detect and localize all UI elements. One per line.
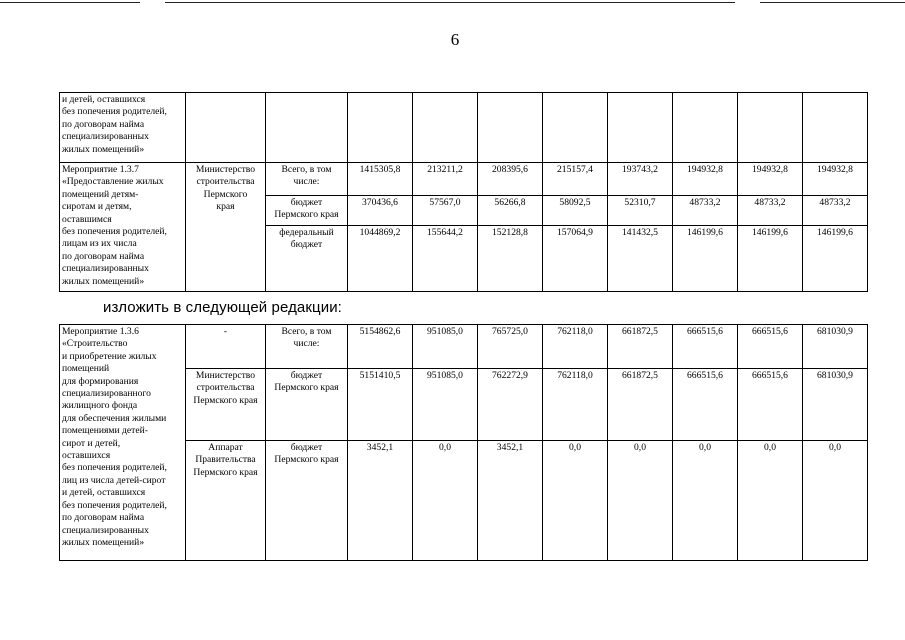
value-cell: 146199,6 (803, 226, 868, 292)
value-cell: 0,0 (673, 441, 738, 561)
value-cell: 666515,6 (673, 325, 738, 369)
source-cell: Всего, в том числе: (266, 163, 348, 196)
value-cell: 141432,5 (608, 226, 673, 292)
source-cell: бюджет Пермского края (266, 196, 348, 226)
value-cell: 762272,9 (478, 369, 543, 441)
value-cell: 215157,4 (543, 163, 608, 196)
value-cell: 3452,1 (478, 441, 543, 561)
executor-cell: - (186, 325, 266, 369)
value-cell: 370436,6 (348, 196, 413, 226)
value-cell: 157064,9 (543, 226, 608, 292)
executor-cell: Министерство строительства Пермского края (186, 369, 266, 441)
value-cell: 0,0 (738, 441, 803, 561)
value-cell: 681030,9 (803, 325, 868, 369)
value-cell: 146199,6 (673, 226, 738, 292)
value-cell: 951085,0 (413, 369, 478, 441)
value-cell: 5154862,6 (348, 325, 413, 369)
value-cell: 0,0 (803, 441, 868, 561)
source-cell: Всего, в том числе: (266, 325, 348, 369)
table-row (60, 325, 868, 369)
value-cell: 0,0 (413, 441, 478, 561)
table-row (60, 163, 868, 196)
source-cell: федеральный бюджет (266, 226, 348, 292)
value-cell: 0,0 (608, 441, 673, 561)
value-cell: 58092,5 (543, 196, 608, 226)
value-cell: 52310,7 (608, 196, 673, 226)
continuation-text: и детей, оставшихся без попечения родителей, по договорам найма специализированных жилых помещений» (60, 93, 186, 163)
value-cell: 681030,9 (803, 369, 868, 441)
measure-name: Мероприятие 1.3.6 «Строительство и приобретение жилых помещений для формирования специализированного жилищного фонда для обеспечения жилыми помещениями детей- сирот и детей, оставшихся без попечения родителей, лиц из числа детей-сирот и детей, оставшихся без попечения родителей, по договорам найма специализированных жилых помещений» (60, 325, 186, 561)
value-cell: 194932,8 (738, 163, 803, 196)
value-cell: 0,0 (543, 441, 608, 561)
value-cell: 762118,0 (543, 325, 608, 369)
value-cell: 1044869,2 (348, 226, 413, 292)
value-cell: 661872,5 (608, 369, 673, 441)
instruction-text: изложить в следующей редакции: (103, 299, 342, 316)
measure-name: Мероприятие 1.3.7 «Предоставление жилых помещений детям- сиротам и детям, оставшимся без попечения родителей, лицам из их числа по договорам найма специализированных жилых помещений» (60, 163, 186, 292)
value-cell: 155644,2 (413, 226, 478, 292)
value-cell: 193743,2 (608, 163, 673, 196)
value-cell: 213211,2 (413, 163, 478, 196)
value-cell: 666515,6 (738, 369, 803, 441)
value-cell: 661872,5 (608, 325, 673, 369)
value-cell: 762118,0 (543, 369, 608, 441)
executor-cell: Министерство строительства Пермского края (186, 163, 266, 292)
value-cell: 951085,0 (413, 325, 478, 369)
value-cell: 48733,2 (673, 196, 738, 226)
value-cell: 765725,0 (478, 325, 543, 369)
value-cell: 666515,6 (738, 325, 803, 369)
value-cell: 57567,0 (413, 196, 478, 226)
value-cell: 194932,8 (803, 163, 868, 196)
value-cell: 56266,8 (478, 196, 543, 226)
value-cell: 152128,8 (478, 226, 543, 292)
scan-top-border (0, 2, 905, 4)
source-cell: бюджет Пермского края (266, 369, 348, 441)
value-cell: 3452,1 (348, 441, 413, 561)
measure-1-3-6-table (59, 324, 868, 561)
continuation-row (60, 93, 868, 163)
page-number: 6 (450, 30, 460, 49)
value-cell: 666515,6 (673, 369, 738, 441)
value-cell: 1415305,8 (348, 163, 413, 196)
measure-1-3-7-table (59, 92, 868, 292)
value-cell: 208395,6 (478, 163, 543, 196)
source-cell: бюджет Пермского края (266, 441, 348, 561)
value-cell: 146199,6 (738, 226, 803, 292)
value-cell: 48733,2 (738, 196, 803, 226)
value-cell: 194932,8 (673, 163, 738, 196)
value-cell: 5151410,5 (348, 369, 413, 441)
value-cell: 48733,2 (803, 196, 868, 226)
executor-cell: Аппарат Правительства Пермского края (186, 441, 266, 561)
